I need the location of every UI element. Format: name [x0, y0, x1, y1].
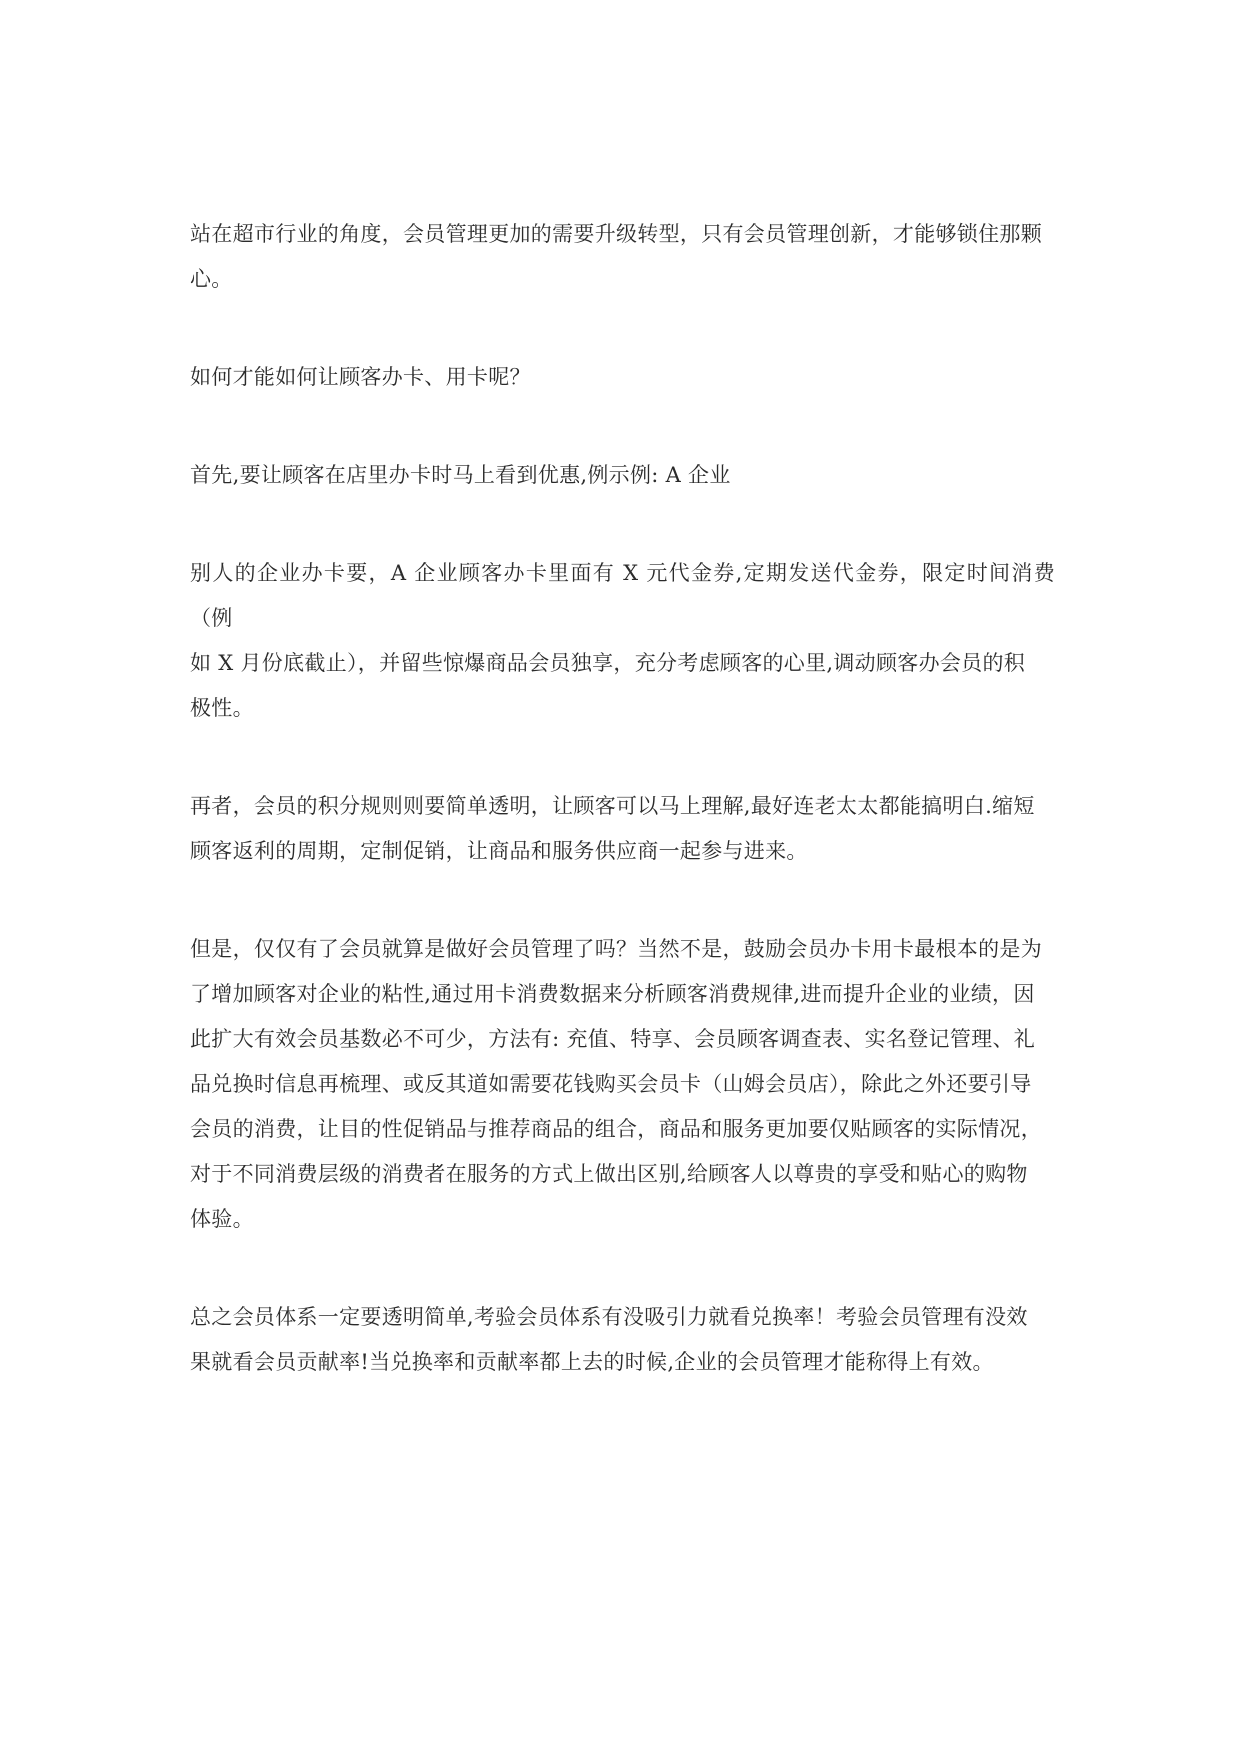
document-body — [190, 212, 1055, 1385]
paragraph-second-point: 再者，会员的积分规则则要简单透明，让顾客可以马上理解,最好连老太太都能搞明白.缩短 顾客返利的周期，定制促销，让商品和服务供应商一起参与进来。 — [190, 794, 1035, 863]
paragraph-example: 别人的企业办卡要，A 企业顾客办卡里面有 X 元代金券,定期发送代金券，限定时间消费（例 如 X 月份底截止），并留些惊爆商品会员独享，充分考虑顾客的心里,调动顾客办会员的积 极性。 — [190, 561, 1055, 720]
paragraph-question: 如何才能如何让顾客办卡、用卡呢？ — [190, 365, 531, 389]
paragraph-third-point: 但是，仅仅有了会员就算是做好会员管理了吗？当然不是，鼓励会员办卡用卡最根本的是为 了增加顾客对企业的粘性,通过用卡消费数据来分析顾客消费规律,进而提升企业的业绩，因 此扩大有效会员基数必不可少，方法有: 充值、特享、会员顾客调查表、实名登记管理、礼 品兑换时信息再梳理、或反其道如需要花钱购买会员卡（山姆会员店），除此之外还要引导 会员的消费，让目的性促销品与推荐商品的组合，商品和服务更加要仅贴顾客的实际情况， 对于不同消费层级的消费者在服务的方式上做出区别,给顾客人以尊贵的享受和贴心的购物 体验。 — [190, 937, 1042, 1231]
paragraph-conclusion: 总之会员体系一定要透明简单,考验会员体系有没吸引力就看兑换率！考验会员管理有没效 果就看会员贡献率!当兑换率和贡献率都上去的时候,企业的会员管理才能称得上有效。 — [190, 1305, 1028, 1374]
paragraph-first-point: 首先,要让顾客在店里办卡时马上看到优惠,例示例: A 企业 — [190, 463, 731, 487]
paragraph-intro: 站在超市行业的角度，会员管理更加的需要升级转型，只有会员管理创新，才能够锁住那颗 心。 — [190, 222, 1042, 291]
